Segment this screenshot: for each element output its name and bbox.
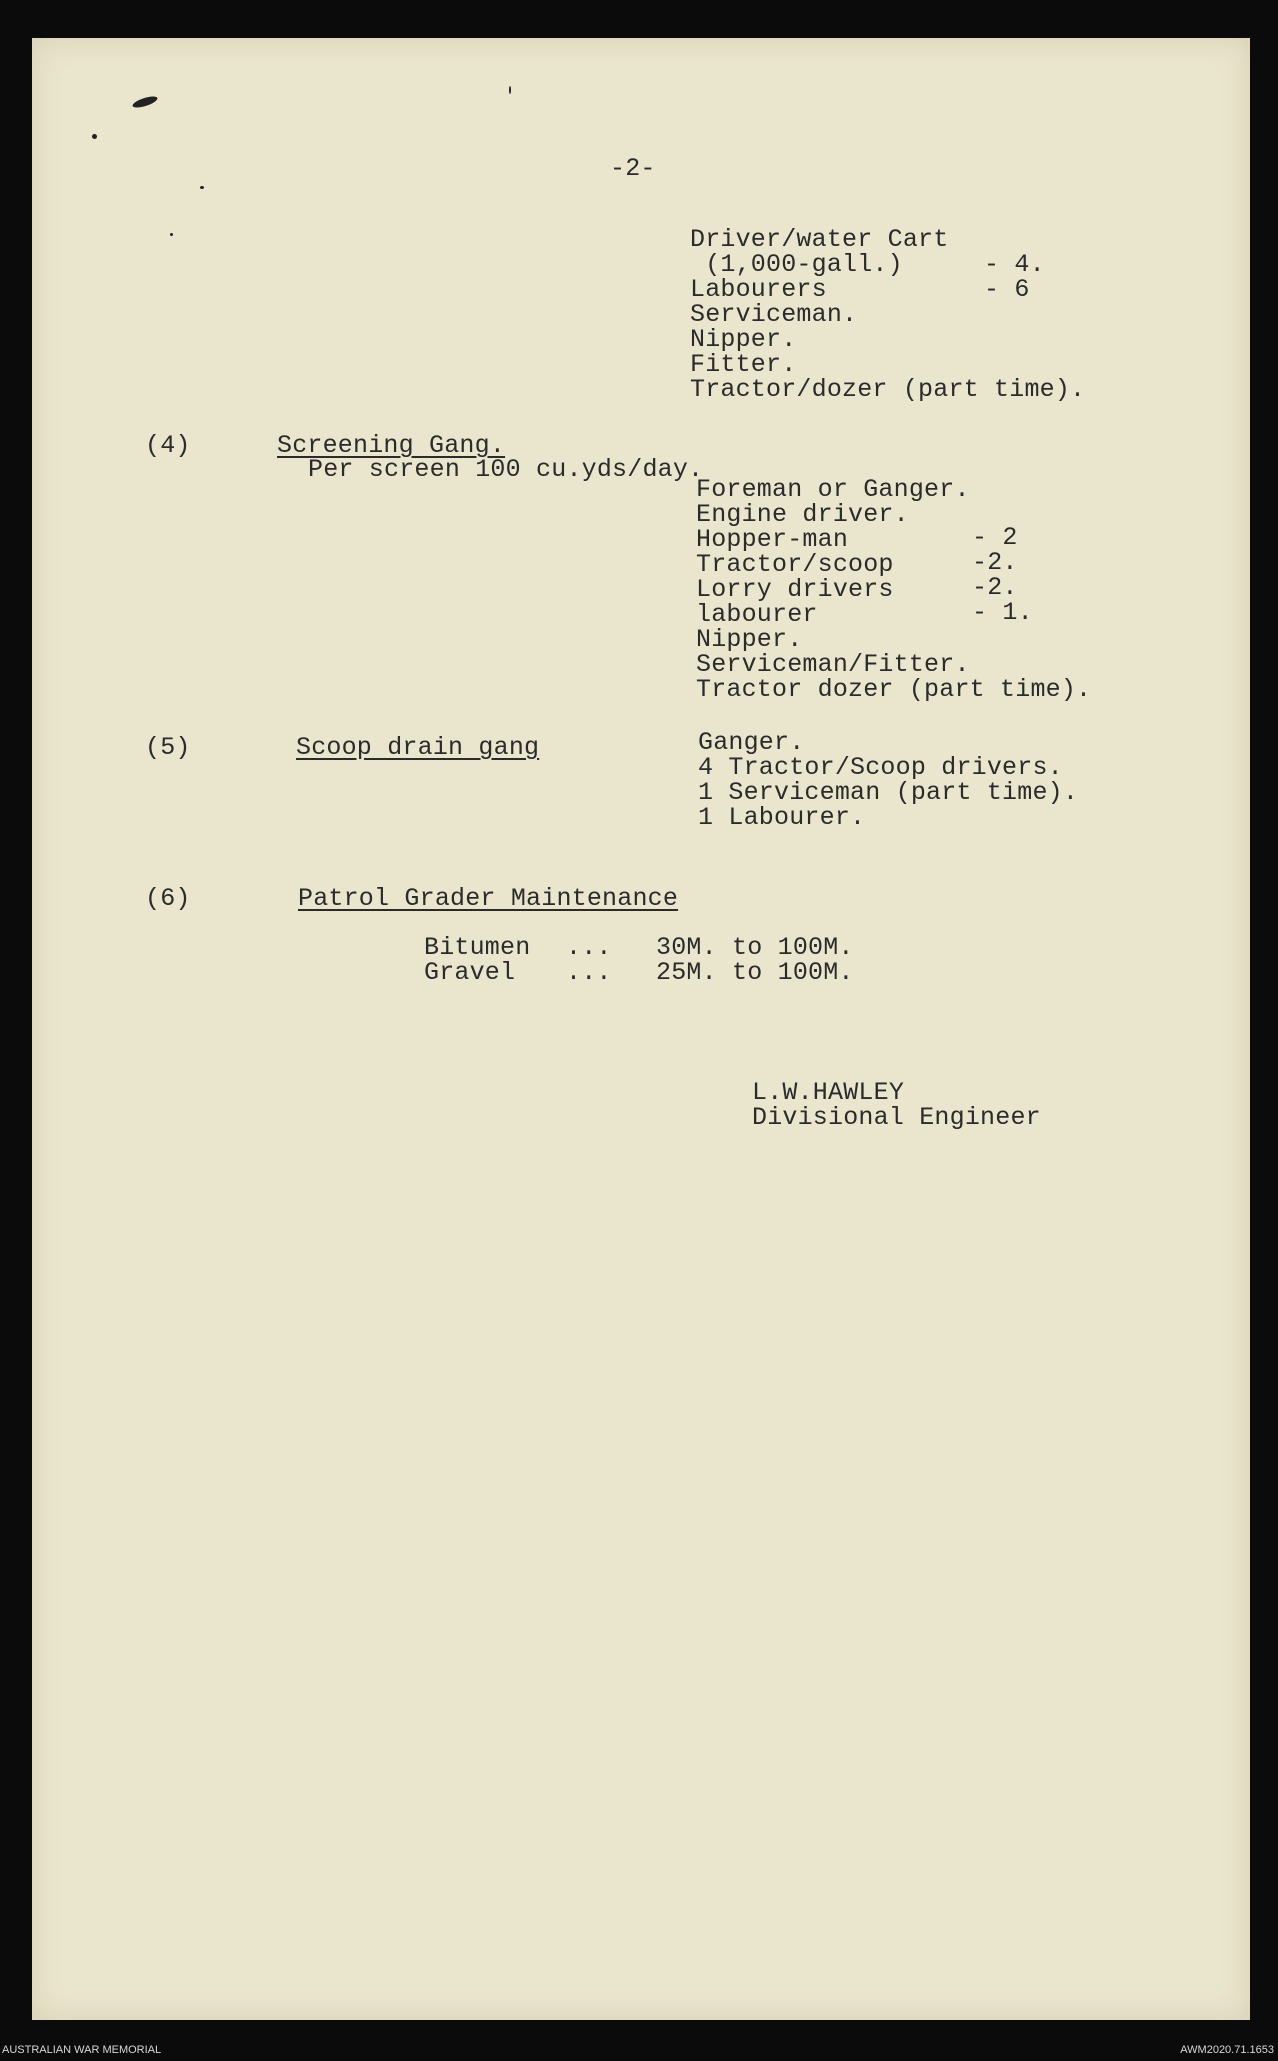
section3-line: Tractor/dozer (part time). (690, 375, 1086, 404)
section-title: Patrol Grader Maintenance (298, 884, 679, 913)
ink-speck (92, 134, 97, 139)
section5-line: Ganger. (698, 728, 805, 757)
section5-line: 1 Serviceman (part time). (698, 778, 1079, 807)
document-page (32, 38, 1250, 2020)
section-subtitle: Per screen 100 cu.yds/day. (308, 455, 704, 484)
ink-speck (131, 94, 158, 110)
rate-value: 25M. to 100M. (656, 958, 854, 987)
section-title: Scoop drain gang (296, 733, 540, 762)
section3-count: - 4. (984, 250, 1045, 279)
section4-line: Hopper-man (696, 525, 849, 554)
rate-value: 30M. to 100M. (656, 933, 854, 962)
section-number: (5) (145, 733, 191, 762)
rate-label: Bitumen (424, 933, 531, 962)
section5-line: 1 Labourer. (698, 803, 866, 832)
section3-count: - 6 (984, 275, 1030, 304)
section-number: (6) (145, 884, 191, 913)
ink-speck (509, 86, 511, 94)
signature-name: L.W.HAWLEY (752, 1078, 905, 1107)
rate-dots: ... (566, 958, 612, 987)
section3-line: Driver/water Cart (690, 225, 949, 254)
section4-line: Nipper. (696, 625, 803, 654)
section4-count: -2. (972, 573, 1018, 602)
section3-line: Nipper. (690, 325, 797, 354)
section4-count: - 2 (972, 523, 1018, 552)
signature-title: Divisional Engineer (752, 1103, 1041, 1132)
section4-line: Tractor/scoop (696, 550, 894, 579)
rate-label: Gravel (424, 958, 516, 987)
section4-line: Tractor dozer (part time). (696, 675, 1092, 704)
footer-archive-name: AUSTRALIAN WAR MEMORIAL (2, 2044, 162, 2056)
section-number: (4) (145, 431, 191, 460)
section3-line: Labourers (690, 275, 827, 304)
ink-speck (170, 233, 173, 236)
section3-line: Fitter. (690, 350, 797, 379)
section3-line: Serviceman. (690, 300, 858, 329)
section4-count: - 1. (972, 598, 1033, 627)
section4-line: Lorry drivers (696, 575, 894, 604)
section-title: Screening Gang. (277, 431, 506, 460)
rate-dots: ... (566, 933, 612, 962)
footer-item-id: AWM2020.71.1653 (1180, 2044, 1274, 2056)
section4-line: Engine driver. (696, 500, 909, 529)
page-number: -2- (610, 154, 656, 183)
section4-line: Serviceman/Fitter. (696, 650, 970, 679)
section5-line: 4 Tractor/Scoop drivers. (698, 753, 1063, 782)
section3-line: (1,000-gall.) (690, 250, 903, 279)
section4-count: -2. (972, 548, 1018, 577)
section4-line: labourer (696, 600, 818, 629)
section4-line: Foreman or Ganger. (696, 475, 970, 504)
ink-speck (200, 186, 204, 189)
